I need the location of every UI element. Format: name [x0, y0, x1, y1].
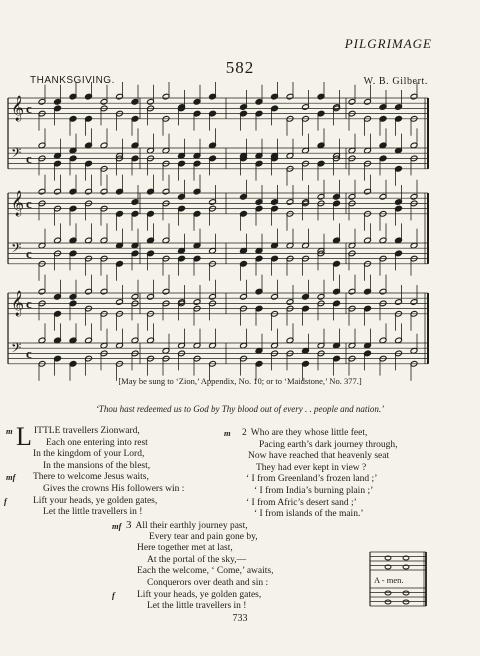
- bass-clef-icon: 𝄢: [11, 242, 22, 259]
- verse-3-line: mf 3 All their earthly journey past,: [112, 519, 248, 531]
- music-score: [0, 82, 480, 382]
- drop-cap: L: [16, 422, 32, 451]
- time-signature-icon: c: [26, 246, 32, 261]
- running-head-section: PILGRIMAGE: [344, 36, 432, 51]
- verse-1-line: In the kingdom of your Lord,: [33, 449, 145, 460]
- scripture-epigraph: ‘Thou hast redeemed us to God by Thy blood out of every . . people and nation.’: [95, 404, 385, 414]
- verse-2-line: Now have reached that heavenly seat: [248, 451, 390, 462]
- hymn-number: 582: [225, 58, 255, 77]
- page-number: 733: [232, 613, 248, 624]
- verse-2-line: They had ever kept in view ?: [256, 462, 367, 473]
- amen-text: A - men.: [374, 575, 404, 585]
- time-signature-icon: c: [26, 196, 32, 211]
- amen-note: [385, 591, 391, 595]
- verse-2: [224, 428, 454, 521]
- verse-3-line: f Lift your heads, ye golden gates,: [112, 589, 262, 600]
- amen-note: [403, 600, 409, 604]
- dynamic-marking: f: [112, 589, 115, 600]
- amen-note: [403, 591, 409, 595]
- verse-1: [4, 422, 216, 519]
- verse-1-line: Gives the crowns His followers win :: [43, 483, 185, 494]
- verse-3-line: Every tear and pain gone by,: [149, 531, 258, 542]
- dynamic-marking: mf: [112, 521, 122, 531]
- bass-clef-icon: 𝄢: [11, 147, 22, 164]
- verse-1-line: m L ITTLE travellers Zionward,: [6, 422, 140, 451]
- verse-1-line: Let the little travellers in !: [43, 507, 143, 518]
- verse-number: 3: [126, 519, 132, 531]
- verse-3-line: Let the little travellers in !: [147, 601, 247, 612]
- verse-1-line: In the mansions of the blest,: [43, 460, 151, 471]
- bass-clef-icon: 𝄢: [11, 342, 22, 359]
- verse-2-line: ‘ I from Afric’s desert sand ;’: [246, 497, 357, 508]
- treble-clef-icon: 𝄞: [11, 290, 25, 315]
- verse-2-line: ‘ I from Greenland’s frozen land ;’: [246, 474, 378, 485]
- verse-2-line: ‘ I from islands of the main.’: [254, 509, 364, 520]
- dynamic-marking: m: [224, 428, 231, 438]
- verse-2-line: m 2 Who are they whose little feet,: [224, 428, 368, 438]
- time-signature-icon: c: [26, 151, 32, 166]
- treble-clef-icon: 𝄞: [11, 190, 25, 215]
- dynamic-marking: mf: [6, 472, 16, 483]
- composer: W. B. Gilbert.: [363, 76, 428, 87]
- dynamic-marking: m: [6, 426, 13, 436]
- time-signature-icon: c: [26, 346, 32, 361]
- verse-2-line: Pacing earth’s dark journey through,: [259, 439, 398, 450]
- verse-3-line: Each the welcome, ‘ Come,’ awaits,: [137, 566, 274, 577]
- amen-note: [385, 600, 391, 604]
- verse-1-line: mf There to welcome Jesus waits,: [6, 472, 149, 483]
- verse-2-line: ‘ I from India’s burning plain ;’: [254, 485, 374, 496]
- verse-1-line: Each one entering into rest: [46, 437, 148, 448]
- dynamic-marking: f: [4, 495, 7, 506]
- time-signature-icon: c: [26, 101, 32, 116]
- alternative-tunes-note: [May be sung to ‘Zion,’ Appendix, No. 10; or to ‘Maidstone,’ No. 377.]: [118, 376, 362, 386]
- verse-3-line: Here together met at last,: [137, 543, 233, 554]
- verse-3-line: Conquerors over death and sin :: [147, 577, 269, 588]
- tune-name: THANKSGIVING.: [30, 75, 115, 86]
- verse-3-line: At the portal of the sky,—: [147, 554, 247, 565]
- treble-clef-icon: 𝄞: [11, 95, 25, 120]
- verse-1-line: f Lift your heads, ye golden gates,: [4, 495, 158, 506]
- verse-number: 2: [242, 428, 247, 438]
- verse-3: [112, 520, 352, 613]
- time-signature-icon: c: [26, 296, 32, 311]
